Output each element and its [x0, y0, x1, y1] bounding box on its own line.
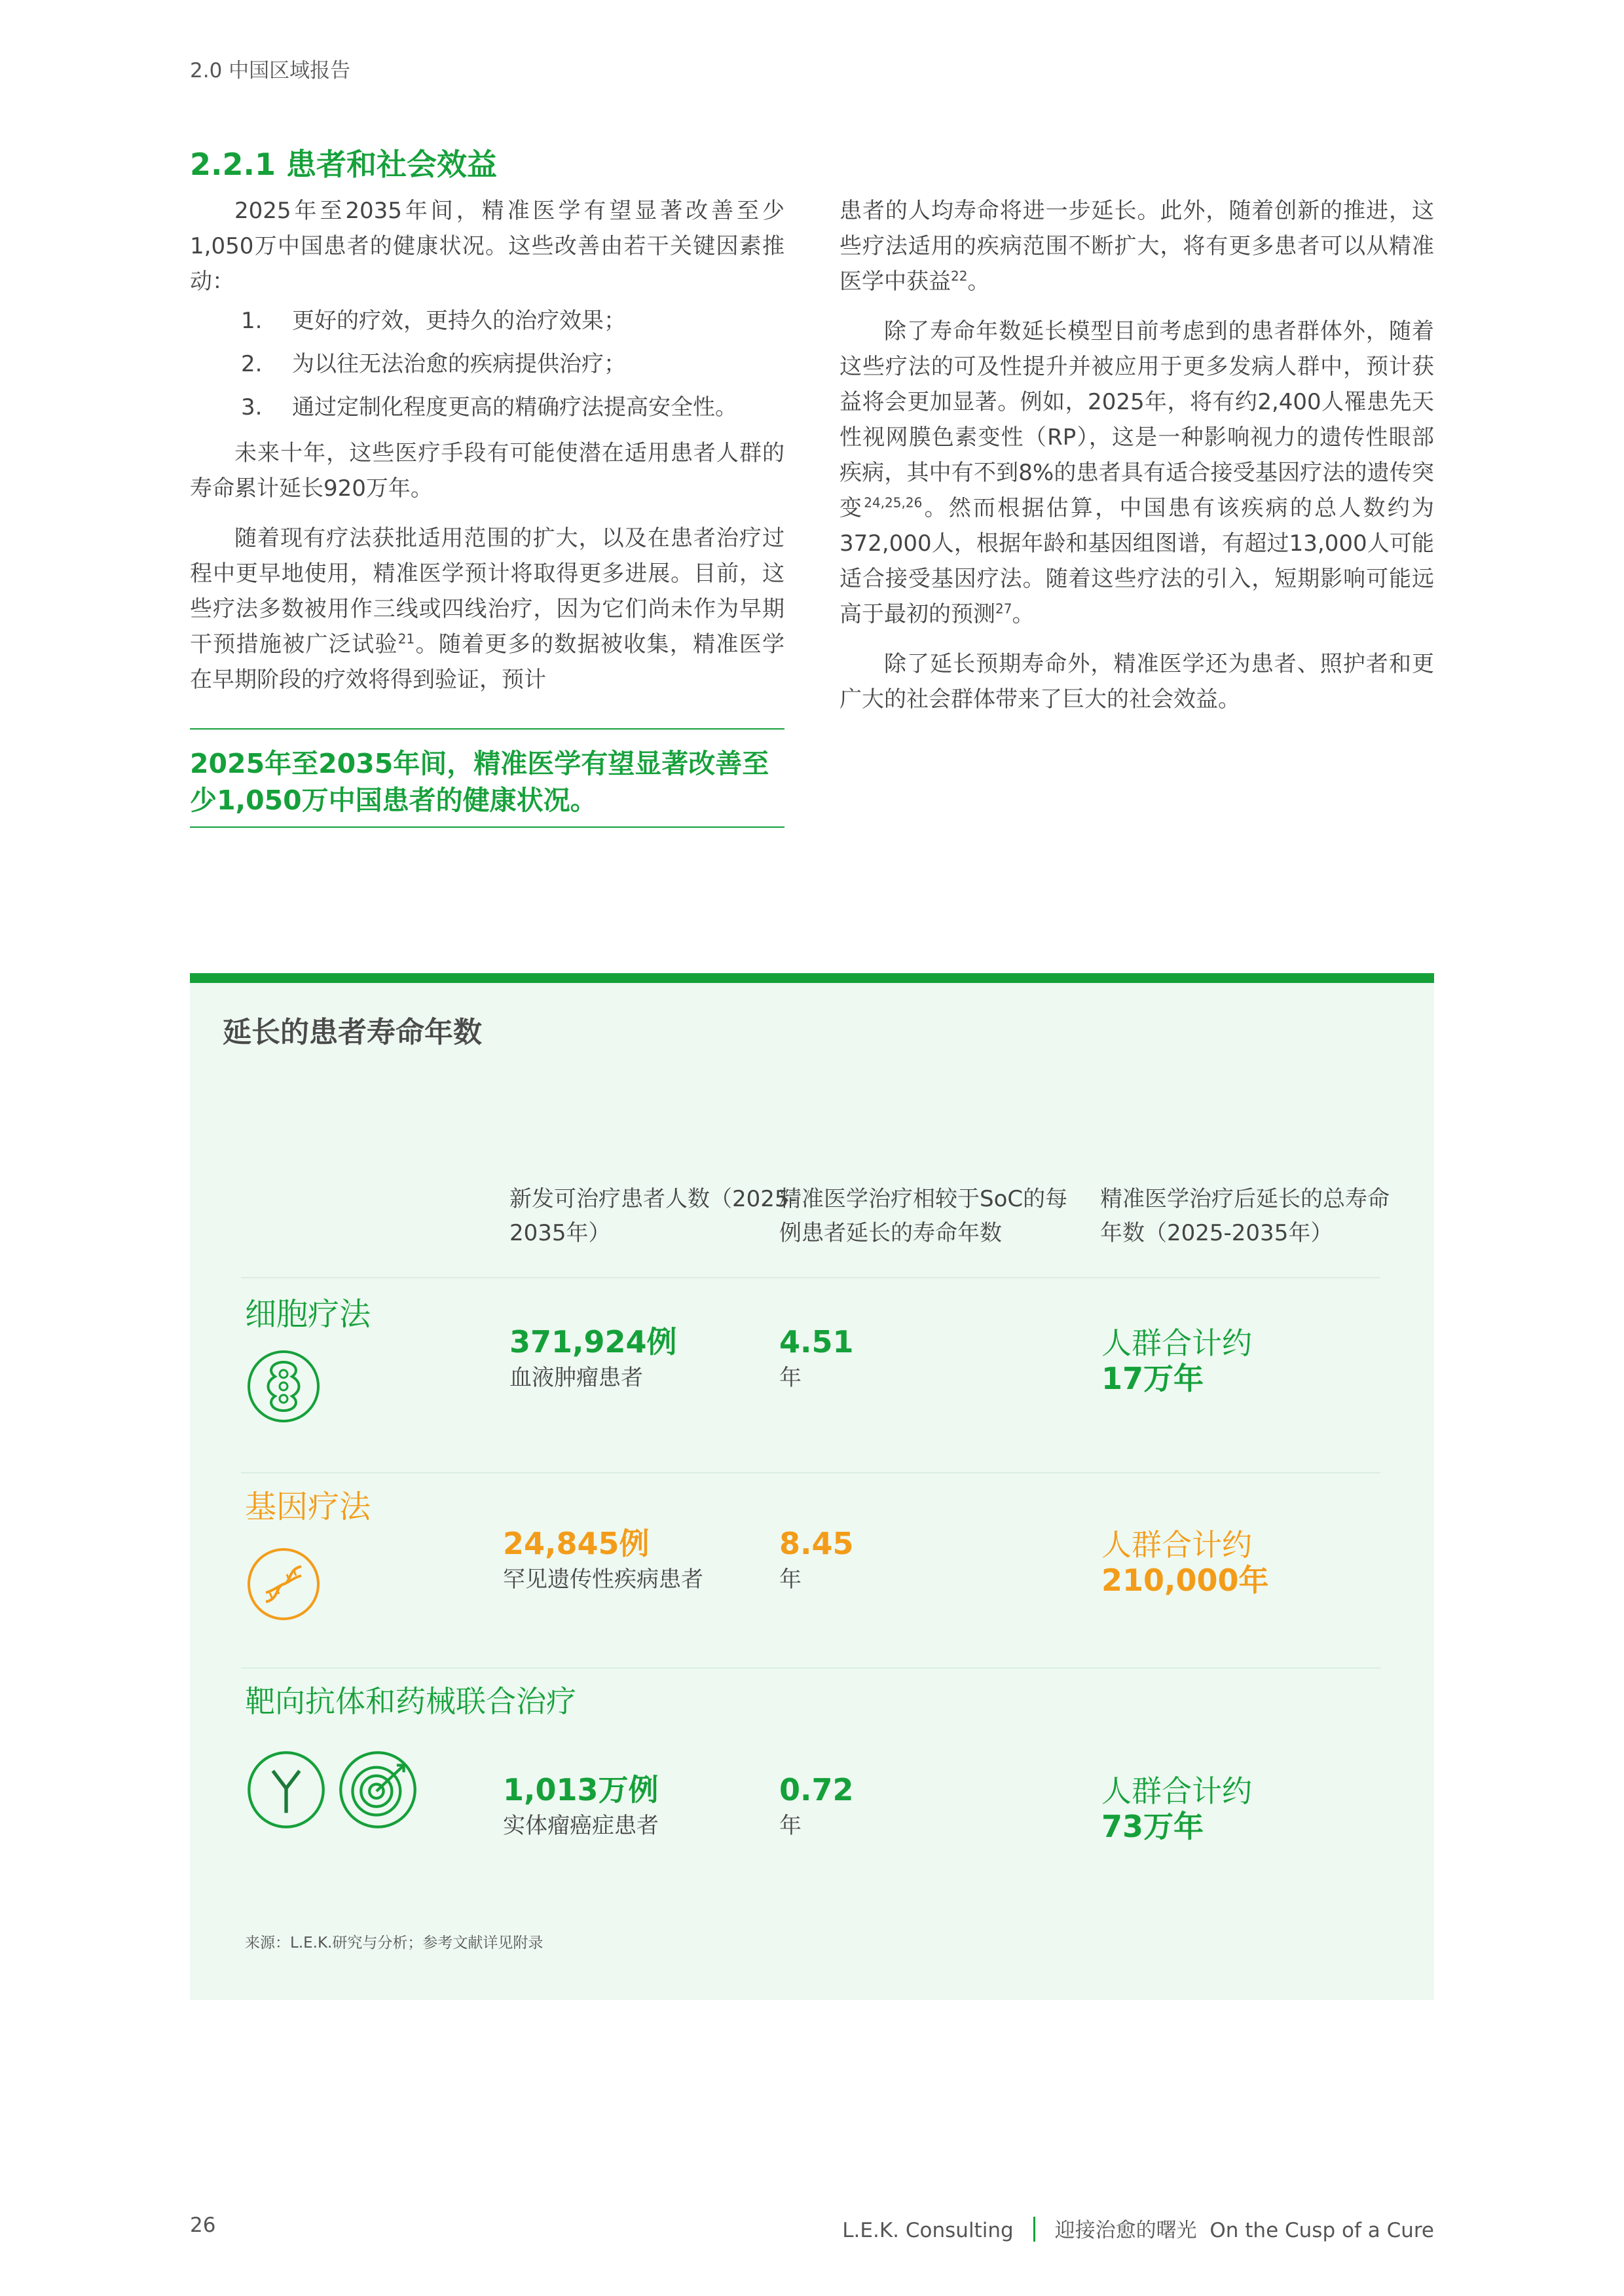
report-title-cn: 迎接治愈的曙光: [1054, 2219, 1197, 2242]
list-item: 1. 更好的疗效，更持久的治疗效果；: [241, 308, 626, 334]
antibody-icon: [246, 1750, 326, 1830]
paragraph: 患者的人均寿命将进一步延长。此外，随着创新的推进，这些疗法适用的疾病范围不断扩大，将有更多患者可以从精准医学中获益$^{22}$。: [840, 198, 1434, 295]
section-title: 2.2.1 患者和社会效益: [190, 147, 497, 182]
list-item: 3. 通过定制化程度更高的精确疗法提高安全性。: [241, 394, 737, 420]
panel-accent-bar: [190, 973, 1434, 983]
column-header-patients: 新发可治疗患者人数（2025-2035年）: [509, 1186, 797, 1246]
patients-value: 371,924例: [509, 1324, 677, 1360]
total-prefix: 人群合计约: [1101, 1325, 1252, 1361]
pullquote: 2025年至2035年间，精准医学有望显著改善至少1,050万中国患者的健康状况。: [190, 748, 769, 816]
report-title-en: On the Cusp of a Cure: [1209, 2219, 1434, 2242]
source-note: 来源：L.E.K.研究与分析；参考文献详见附录: [245, 1935, 544, 1952]
running-header: 2.0 中国区域报告: [190, 59, 351, 83]
category-cell-therapy: 细胞疗法: [245, 1296, 371, 1333]
text-column-right: [840, 193, 1434, 731]
total-years-value: 210,000年: [1101, 1563, 1269, 1598]
text-column-left: [190, 193, 784, 712]
total-prefix: 人群合计约: [1101, 1773, 1252, 1809]
footer-divider: [1033, 2217, 1035, 2242]
infographic-panel: [190, 983, 1434, 2000]
footnote-ref: 21: [397, 631, 415, 647]
page-number: 26: [190, 2213, 216, 2237]
paragraph: 除了寿命年数延长模型目前考虑到的患者群体外，随着这些疗法的可及性提升并被应用于更多发病人群中，预计获益将会更加显著。例如，2025年，将有约2,400人罹患先天性视网膜色素变性（RP），这是一种影响视力的遗传性眼部疾病，其中有不到8%的患者具有适合接受基因疗法的遗传突变$^{24,25,26}$。然而根据估算，中国患有该疾病的总人数约为372,000人，根据年龄和基因组图谱，有超过13,000人可能适合接受基因疗法。随着这些疗法的引入，短期影响可能远高于最初的预测$^{27}$。: [840, 318, 1435, 627]
company-name: L.E.K. Consulting: [842, 2219, 1014, 2242]
key-drivers-list: [190, 303, 784, 425]
category-gene-therapy: 基因疗法: [245, 1489, 371, 1525]
list-item: 2. 为以往无法治愈的疾病提供治疗；: [241, 351, 626, 377]
paragraph: 除了延长预期寿命外，精准医学还为患者、照护者和更广大的社会群体带来了巨大的社会效益。: [840, 651, 1434, 713]
paragraph: 2025年至2035年间，精准医学有望显著改善至少1,050万中国患者的健康状况。这些改善由若干关键因素推动：: [190, 198, 784, 295]
total-years-value: 73万年: [1101, 1809, 1204, 1844]
row-separator: [241, 1472, 1380, 1473]
category-targeted-antibody: 靶向抗体和药械联合治疗: [245, 1684, 576, 1719]
patients-desc: 罕见遗传性疾病患者: [503, 1566, 703, 1593]
paragraph: 随着现有疗法获批适用范围的扩大，以及在患者治疗过程中更早地使用，精准医学预计将取得更多进展。目前，这些疗法多数被用作三线或四线治疗，因为它们尚未作为早期干预措施被广泛试验$^{21}$。随着更多的数据被收集，精准医学在早期阶段的疗效将得到验证，预计: [190, 525, 785, 693]
years-per-patient-value: 0.72: [779, 1772, 854, 1807]
footnote-ref: 22: [951, 268, 968, 284]
patients-desc: 血液肿瘤患者: [509, 1365, 643, 1391]
target-icon: [338, 1750, 418, 1830]
pullquote-top-rule: [190, 728, 784, 730]
dna-icon: [246, 1547, 321, 1621]
years-per-patient-value: 4.51: [779, 1324, 854, 1360]
footnote-ref: 24,25,26: [864, 494, 923, 511]
row-separator: [241, 1277, 1380, 1278]
years-unit: 年: [779, 1566, 802, 1593]
column-header-years-per-patient: 精准医学治疗相较于SoC的每例患者延长的寿命年数: [779, 1186, 1068, 1246]
pullquote-bottom-rule: [190, 826, 784, 828]
patients-value: 1,013万例: [503, 1772, 659, 1807]
patients-value: 24,845例: [503, 1526, 650, 1561]
years-unit: 年: [779, 1813, 802, 1839]
total-prefix: 人群合计约: [1101, 1527, 1252, 1563]
patients-desc: 实体瘤癌症患者: [503, 1813, 659, 1839]
panel-title: 延长的患者寿命年数: [223, 1016, 482, 1049]
row-separator: [241, 1667, 1380, 1669]
years-per-patient-value: 8.45: [779, 1526, 854, 1561]
footnote-ref: 27: [995, 601, 1012, 617]
paragraph: 未来十年，这些医疗手段有可能使潜在适用患者人群的寿命累计延长920万年。: [190, 440, 784, 502]
footer-branding: [842, 2213, 1434, 2244]
cell-icon: [246, 1349, 321, 1424]
total-years-value: 17万年: [1101, 1361, 1204, 1396]
years-unit: 年: [779, 1365, 802, 1391]
column-header-total-years: 精准医学治疗后延长的总寿命年数（2025-2035年）: [1100, 1186, 1390, 1246]
